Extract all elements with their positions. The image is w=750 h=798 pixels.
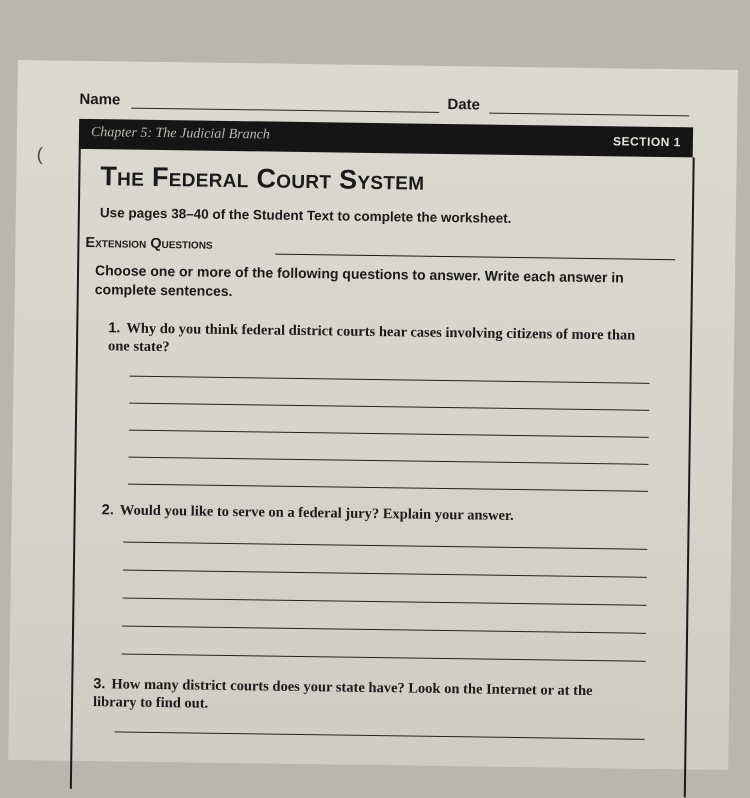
answer-line[interactable] (122, 626, 646, 634)
heading-rule (275, 254, 675, 261)
answer-line[interactable] (122, 654, 646, 662)
name-field[interactable] (131, 108, 439, 113)
answer-line[interactable] (130, 376, 650, 384)
name-label: Name (79, 90, 121, 109)
question-text: Would you like to serve on a federal jury? Explain your answer. (119, 502, 514, 524)
pen-mark: ( (36, 144, 43, 165)
question-text: How many district courts does your state have? Look on the Internet or at the library to find out. (92, 676, 593, 712)
chapter-title: Chapter 5: The Judicial Branch (90, 125, 270, 143)
question-3 (93, 675, 638, 719)
answer-line[interactable] (123, 570, 647, 578)
question-2 (102, 501, 642, 527)
date-field[interactable] (489, 113, 689, 117)
worksheet-box (70, 149, 695, 798)
worksheet-page (8, 60, 738, 770)
question-1 (108, 319, 648, 363)
answer-line[interactable] (129, 430, 649, 438)
extension-heading: Extension Questions (85, 234, 213, 253)
answer-line[interactable] (128, 457, 648, 465)
instructions: Choose one or more of the following questions to answer. Write each answer in complete sentences. (94, 262, 624, 300)
worksheet-title: The Federal Court System (100, 161, 425, 196)
date-label: Date (447, 96, 481, 114)
header-row (79, 91, 699, 124)
answer-line[interactable] (129, 403, 649, 411)
answer-line[interactable] (115, 731, 645, 739)
question-number: 3. (93, 676, 106, 693)
answer-line[interactable] (123, 542, 647, 550)
worksheet-intro: Use pages 38–40 of the Student Text to complete the worksheet. (99, 205, 512, 226)
answer-line[interactable] (128, 484, 648, 492)
question-text: Why do you think federal district courts hear cases involving citizens of more than one state? (107, 320, 636, 356)
answer-line[interactable] (122, 598, 646, 606)
question-number: 2. (101, 502, 114, 519)
section-label: SECTION 1 (612, 134, 682, 150)
question-number: 1. (108, 320, 121, 337)
